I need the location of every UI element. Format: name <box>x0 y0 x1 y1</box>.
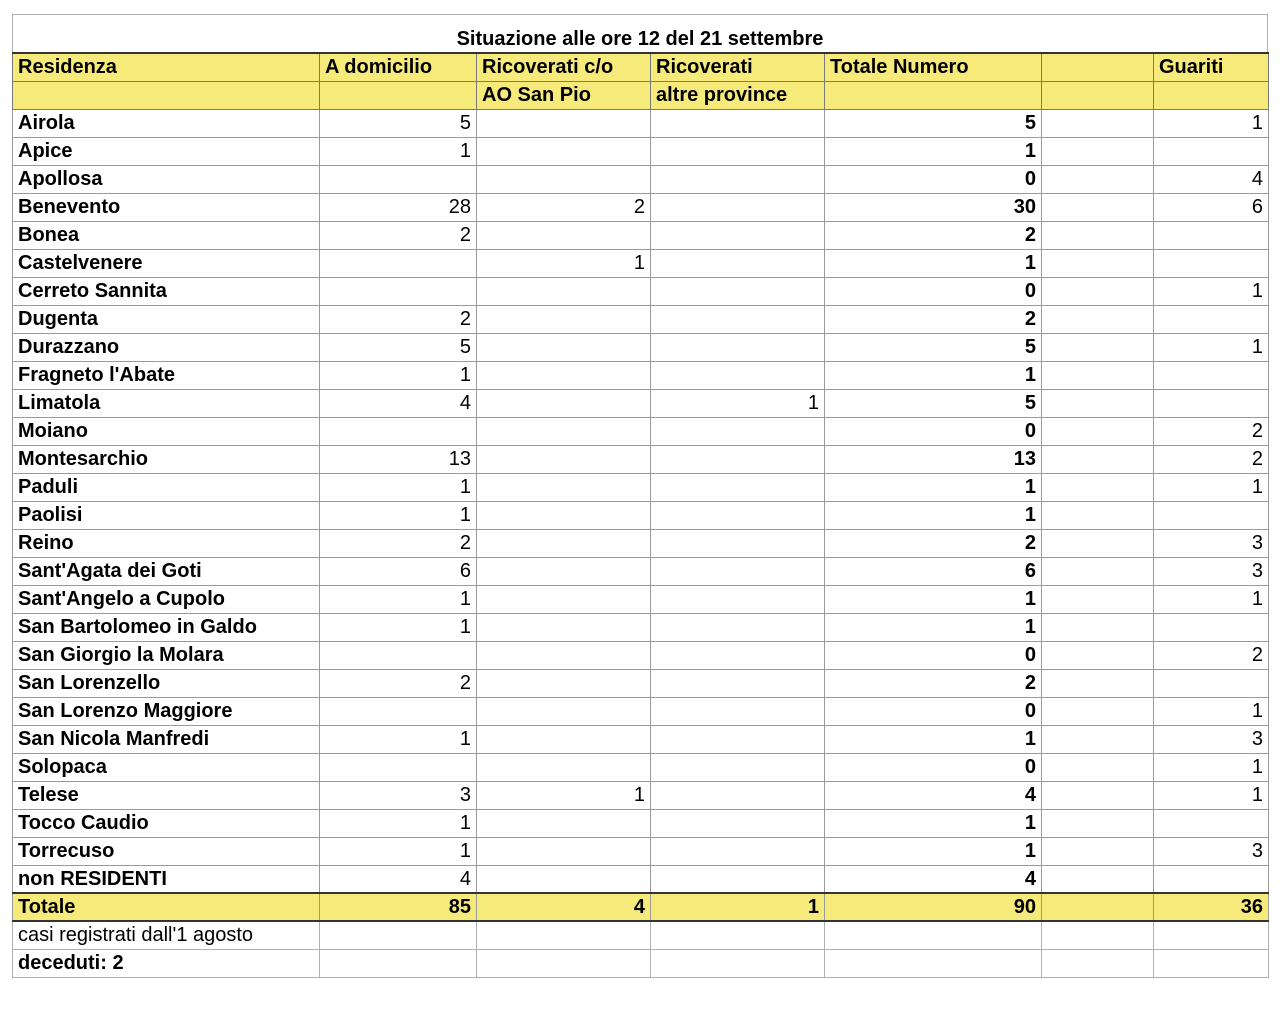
table-row <box>13 109 1269 137</box>
cell-ao[interactable]: 1 <box>477 249 651 277</box>
cell-ao[interactable]: 4 <box>477 893 651 921</box>
table-row <box>13 809 1269 837</box>
header-ricoverati-altre[interactable]: Ricoverati <box>651 53 825 81</box>
table-row <box>13 277 1269 305</box>
cell-guariti[interactable]: 3 <box>1154 557 1269 585</box>
cell-ao[interactable] <box>477 333 651 361</box>
cell-empty[interactable] <box>651 921 825 949</box>
cell-altre[interactable] <box>651 697 825 725</box>
cell-ao[interactable] <box>477 641 651 669</box>
header-empty[interactable] <box>1042 53 1154 81</box>
table-row <box>13 473 1269 501</box>
cell-ao[interactable]: 1 <box>477 781 651 809</box>
cell-altre[interactable] <box>651 249 825 277</box>
cell-domicilio[interactable] <box>320 249 477 277</box>
cell-empty[interactable] <box>1042 361 1154 389</box>
cell-altre[interactable] <box>651 753 825 781</box>
cell-guariti[interactable]: 1 <box>1154 781 1269 809</box>
cell-totale[interactable]: 90 <box>825 893 1042 921</box>
cell-empty[interactable] <box>1042 865 1154 893</box>
cell-guariti[interactable] <box>1154 221 1269 249</box>
cell-empty[interactable] <box>1154 921 1269 949</box>
table-row <box>13 725 1269 753</box>
table-row <box>13 249 1269 277</box>
cases-table <box>12 52 1269 978</box>
cell-altre[interactable] <box>651 585 825 613</box>
cell-empty[interactable] <box>1042 417 1154 445</box>
cell-altre[interactable] <box>651 193 825 221</box>
cell-residenza[interactable]: Sant'Agata dei Goti <box>13 557 320 585</box>
header-row-1 <box>13 53 1269 81</box>
total-row <box>13 893 1269 921</box>
cell-guariti[interactable]: 3 <box>1154 837 1269 865</box>
header-ricoverati-ao[interactable]: Ricoverati c/o <box>477 53 651 81</box>
cell-residenza[interactable]: Dugenta <box>13 305 320 333</box>
cell-guariti[interactable]: 1 <box>1154 753 1269 781</box>
cell-domicilio[interactable]: 2 <box>320 305 477 333</box>
cell-residenza[interactable]: Sant'Angelo a Cupolo <box>13 585 320 613</box>
cell-empty[interactable] <box>825 921 1042 949</box>
cell-domicilio[interactable]: 1 <box>320 361 477 389</box>
cell-residenza[interactable]: Apice <box>13 137 320 165</box>
cell-ao[interactable] <box>477 585 651 613</box>
cell-empty[interactable] <box>1042 557 1154 585</box>
cell-empty[interactable] <box>1042 305 1154 333</box>
cell-domicilio[interactable]: 4 <box>320 865 477 893</box>
cell-altre[interactable] <box>651 725 825 753</box>
cell-altre[interactable] <box>651 417 825 445</box>
footer-deceduti[interactable]: deceduti: 2 <box>13 949 320 977</box>
cell-guariti[interactable] <box>1154 361 1269 389</box>
table-row <box>13 445 1269 473</box>
cell-altre[interactable]: 1 <box>651 389 825 417</box>
cell-totale[interactable]: 0 <box>825 277 1042 305</box>
cell-empty[interactable] <box>1042 333 1154 361</box>
cell-totale[interactable]: 5 <box>825 333 1042 361</box>
cell-altre[interactable] <box>651 809 825 837</box>
cell-guariti[interactable] <box>1154 669 1269 697</box>
cell-totale[interactable]: 1 <box>825 837 1042 865</box>
cell-empty[interactable] <box>1042 585 1154 613</box>
table-row <box>13 417 1269 445</box>
cell-ao[interactable] <box>477 529 651 557</box>
cell-totale[interactable]: 2 <box>825 669 1042 697</box>
cell-empty[interactable] <box>1042 473 1154 501</box>
cell-empty[interactable] <box>1042 221 1154 249</box>
cell-totale[interactable]: 1 <box>825 249 1042 277</box>
cell-domicilio[interactable] <box>320 641 477 669</box>
cell-totale[interactable]: 0 <box>825 753 1042 781</box>
cell-altre[interactable] <box>651 137 825 165</box>
cell-totale[interactable]: 1 <box>825 137 1042 165</box>
cell-residenza[interactable]: Paduli <box>13 473 320 501</box>
cell-ao[interactable]: 2 <box>477 193 651 221</box>
cell-domicilio[interactable]: 1 <box>320 501 477 529</box>
cell-ao[interactable] <box>477 501 651 529</box>
table-row <box>13 585 1269 613</box>
table-row <box>13 865 1269 893</box>
cell-guariti[interactable]: 1 <box>1154 277 1269 305</box>
cell-empty[interactable] <box>1042 613 1154 641</box>
cell-totale[interactable]: 0 <box>825 697 1042 725</box>
cell-residenza[interactable]: Moiano <box>13 417 320 445</box>
cell-altre[interactable] <box>651 641 825 669</box>
cell-totale[interactable]: 1 <box>825 809 1042 837</box>
cell-altre[interactable] <box>651 781 825 809</box>
cell-domicilio[interactable]: 1 <box>320 585 477 613</box>
cell-empty[interactable] <box>1042 193 1154 221</box>
cell-guariti[interactable] <box>1154 137 1269 165</box>
cell-residenza[interactable]: non RESIDENTI <box>13 865 320 893</box>
cell-domicilio[interactable]: 4 <box>320 389 477 417</box>
cell-guariti[interactable]: 2 <box>1154 445 1269 473</box>
cell-altre[interactable] <box>651 613 825 641</box>
cell-residenza[interactable]: San Nicola Manfredi <box>13 725 320 753</box>
cell-empty[interactable] <box>1042 277 1154 305</box>
cell-totale[interactable]: 30 <box>825 193 1042 221</box>
cell-altre[interactable] <box>651 221 825 249</box>
cell-guariti[interactable] <box>1154 809 1269 837</box>
cell-empty[interactable] <box>1042 697 1154 725</box>
sheet-title: Situazione alle ore 12 del 21 settembre <box>12 14 1268 52</box>
table-row <box>13 389 1269 417</box>
cell-altre[interactable] <box>651 333 825 361</box>
cell-domicilio[interactable]: 13 <box>320 445 477 473</box>
cell-guariti[interactable] <box>1154 613 1269 641</box>
cell-domicilio[interactable]: 2 <box>320 669 477 697</box>
cell-domicilio[interactable]: 28 <box>320 193 477 221</box>
cell-guariti[interactable]: 6 <box>1154 193 1269 221</box>
cell-domicilio[interactable]: 1 <box>320 725 477 753</box>
cell-altre[interactable] <box>651 557 825 585</box>
cell-residenza[interactable]: Solopaca <box>13 753 320 781</box>
cell-ao[interactable] <box>477 697 651 725</box>
cell-ao[interactable] <box>477 389 651 417</box>
header2-totale[interactable] <box>825 81 1042 109</box>
cell-residenza[interactable]: Apollosa <box>13 165 320 193</box>
cell-totale[interactable]: 1 <box>825 361 1042 389</box>
footer-row-deceduti <box>13 949 1269 977</box>
header2-guariti[interactable] <box>1154 81 1269 109</box>
cell-residenza[interactable]: Bonea <box>13 221 320 249</box>
cell-empty[interactable] <box>1042 529 1154 557</box>
header2-empty[interactable] <box>1042 81 1154 109</box>
cell-empty[interactable] <box>1042 389 1154 417</box>
cell-domicilio[interactable] <box>320 697 477 725</box>
cell-empty[interactable] <box>825 949 1042 977</box>
cell-totale[interactable]: 1 <box>825 725 1042 753</box>
cell-ao[interactable] <box>477 725 651 753</box>
header2-a-domicilio[interactable] <box>320 81 477 109</box>
cell-totale[interactable]: 0 <box>825 641 1042 669</box>
cell-guariti[interactable]: 1 <box>1154 585 1269 613</box>
header2-residenza[interactable] <box>13 81 320 109</box>
cell-ao[interactable] <box>477 753 651 781</box>
cell-altre[interactable] <box>651 473 825 501</box>
table-row <box>13 669 1269 697</box>
cell-guariti[interactable]: 1 <box>1154 473 1269 501</box>
cell-domicilio[interactable]: 1 <box>320 137 477 165</box>
cell-domicilio[interactable] <box>320 277 477 305</box>
table-row <box>13 221 1269 249</box>
footer-row-note <box>13 921 1269 949</box>
cell-residenza[interactable]: San Bartolomeo in Galdo <box>13 613 320 641</box>
cell-residenza[interactable]: Limatola <box>13 389 320 417</box>
table-row <box>13 613 1269 641</box>
cell-ao[interactable] <box>477 473 651 501</box>
cell-domicilio[interactable]: 6 <box>320 557 477 585</box>
cell-residenza[interactable]: Paolisi <box>13 501 320 529</box>
cell-residenza[interactable]: Cerreto Sannita <box>13 277 320 305</box>
cell-altre[interactable] <box>651 305 825 333</box>
cell-empty[interactable] <box>1042 669 1154 697</box>
cell-totale[interactable]: 5 <box>825 389 1042 417</box>
cell-totale[interactable]: 1 <box>825 501 1042 529</box>
cell-residenza[interactable]: San Giorgio la Molara <box>13 641 320 669</box>
cell-domicilio[interactable]: 1 <box>320 837 477 865</box>
table-row <box>13 557 1269 585</box>
cell-altre[interactable] <box>651 501 825 529</box>
cell-ao[interactable] <box>477 557 651 585</box>
table-row <box>13 193 1269 221</box>
cell-guariti[interactable] <box>1154 249 1269 277</box>
cell-residenza[interactable]: Fragneto l'Abate <box>13 361 320 389</box>
cell-guariti[interactable] <box>1154 305 1269 333</box>
table-row <box>13 837 1269 865</box>
header-guariti[interactable]: Guariti <box>1154 53 1269 81</box>
cell-altre[interactable] <box>651 865 825 893</box>
cell-altre[interactable] <box>651 669 825 697</box>
cell-altre[interactable] <box>651 837 825 865</box>
cell-totale[interactable]: 1 <box>825 473 1042 501</box>
cell-guariti[interactable]: 2 <box>1154 641 1269 669</box>
header-totale-numero[interactable]: Totale Numero <box>825 53 1042 81</box>
cell-residenza[interactable]: Reino <box>13 529 320 557</box>
cell-totale[interactable]: 6 <box>825 557 1042 585</box>
cell-totale[interactable]: 2 <box>825 221 1042 249</box>
header2-ao-san-pio[interactable]: AO San Pio <box>477 81 651 109</box>
table-row <box>13 165 1269 193</box>
cell-empty[interactable] <box>1042 893 1154 921</box>
cell-domicilio[interactable] <box>320 417 477 445</box>
cell-ao[interactable] <box>477 165 651 193</box>
cell-residenza[interactable]: Telese <box>13 781 320 809</box>
cell-totale[interactable]: 1 <box>825 585 1042 613</box>
cell-domicilio[interactable]: 1 <box>320 809 477 837</box>
table-row <box>13 305 1269 333</box>
cell-residenza[interactable]: Torrecuso <box>13 837 320 865</box>
cell-empty[interactable] <box>1042 165 1154 193</box>
cell-ao[interactable] <box>477 865 651 893</box>
cell-empty[interactable] <box>320 921 477 949</box>
cell-guariti[interactable]: 3 <box>1154 529 1269 557</box>
cell-totale[interactable]: 0 <box>825 165 1042 193</box>
cell-guariti[interactable]: 1 <box>1154 333 1269 361</box>
cell-residenza[interactable]: Airola <box>13 109 320 137</box>
cell-empty[interactable] <box>1154 949 1269 977</box>
cell-empty[interactable] <box>1042 753 1154 781</box>
cell-guariti[interactable]: 4 <box>1154 165 1269 193</box>
header-residenza[interactable]: Residenza <box>13 53 320 81</box>
spreadsheet <box>12 14 1268 978</box>
cell-domicilio[interactable]: 5 <box>320 333 477 361</box>
cell-ao[interactable] <box>477 109 651 137</box>
cell-empty[interactable] <box>1042 501 1154 529</box>
cell-altre[interactable]: 1 <box>651 893 825 921</box>
cell-empty[interactable] <box>1042 809 1154 837</box>
cell-domicilio[interactable]: 5 <box>320 109 477 137</box>
table-row <box>13 781 1269 809</box>
cell-totale[interactable]: 2 <box>825 529 1042 557</box>
cell-domicilio[interactable] <box>320 165 477 193</box>
cell-residenza[interactable]: Benevento <box>13 193 320 221</box>
cell-empty[interactable] <box>1042 921 1154 949</box>
header2-altre-province[interactable]: altre province <box>651 81 825 109</box>
cell-empty[interactable] <box>1042 949 1154 977</box>
cell-ao[interactable] <box>477 809 651 837</box>
cell-residenza[interactable]: Montesarchio <box>13 445 320 473</box>
cell-totale[interactable]: 4 <box>825 865 1042 893</box>
cell-totale[interactable]: 0 <box>825 417 1042 445</box>
cell-empty[interactable] <box>477 949 651 977</box>
cell-ao[interactable] <box>477 669 651 697</box>
cell-empty[interactable] <box>1042 445 1154 473</box>
cell-residenza[interactable]: Tocco Caudio <box>13 809 320 837</box>
cell-empty[interactable] <box>1042 137 1154 165</box>
cell-domicilio[interactable]: 2 <box>320 529 477 557</box>
table-row <box>13 361 1269 389</box>
cell-altre[interactable] <box>651 529 825 557</box>
cell-totale[interactable]: 1 <box>825 613 1042 641</box>
cell-residenza[interactable]: Durazzano <box>13 333 320 361</box>
cell-ao[interactable] <box>477 277 651 305</box>
cell-guariti[interactable] <box>1154 389 1269 417</box>
table-row <box>13 137 1269 165</box>
cell-altre[interactable] <box>651 361 825 389</box>
cell-guariti[interactable]: 1 <box>1154 697 1269 725</box>
cell-domicilio[interactable]: 85 <box>320 893 477 921</box>
cell-totale[interactable]: 13 <box>825 445 1042 473</box>
cell-altre[interactable] <box>651 165 825 193</box>
cell-guariti[interactable] <box>1154 865 1269 893</box>
cell-totale[interactable]: 2 <box>825 305 1042 333</box>
cell-empty[interactable] <box>1042 837 1154 865</box>
table-row <box>13 333 1269 361</box>
cell-domicilio[interactable]: 1 <box>320 613 477 641</box>
cell-altre[interactable] <box>651 445 825 473</box>
cell-totale[interactable]: 4 <box>825 781 1042 809</box>
table-row <box>13 697 1269 725</box>
cell-guariti[interactable]: 3 <box>1154 725 1269 753</box>
footer-note[interactable]: casi registrati dall'1 agosto <box>13 921 320 949</box>
cell-guariti[interactable]: 36 <box>1154 893 1269 921</box>
cell-ao[interactable] <box>477 361 651 389</box>
header-a-domicilio[interactable]: A domicilio <box>320 53 477 81</box>
table-row <box>13 641 1269 669</box>
cell-empty[interactable] <box>1042 725 1154 753</box>
table-row <box>13 753 1269 781</box>
cell-empty[interactable] <box>1042 249 1154 277</box>
cell-empty[interactable] <box>1042 641 1154 669</box>
cell-empty[interactable] <box>651 949 825 977</box>
cell-residenza[interactable]: San Lorenzo Maggiore <box>13 697 320 725</box>
cell-empty[interactable] <box>477 921 651 949</box>
cell-guariti[interactable]: 1 <box>1154 109 1269 137</box>
cell-ao[interactable] <box>477 613 651 641</box>
cell-ao[interactable] <box>477 837 651 865</box>
cell-altre[interactable] <box>651 277 825 305</box>
cell-residenza[interactable]: San Lorenzello <box>13 669 320 697</box>
cell-guariti[interactable]: 2 <box>1154 417 1269 445</box>
cell-domicilio[interactable]: 1 <box>320 473 477 501</box>
cell-ao[interactable] <box>477 221 651 249</box>
cell-ao[interactable] <box>477 137 651 165</box>
cell-domicilio[interactable]: 3 <box>320 781 477 809</box>
cell-domicilio[interactable]: 2 <box>320 221 477 249</box>
cell-totale[interactable]: 5 <box>825 109 1042 137</box>
header-row-2 <box>13 81 1269 109</box>
cell-residenza[interactable]: Castelvenere <box>13 249 320 277</box>
cell-domicilio[interactable] <box>320 753 477 781</box>
cell-altre[interactable] <box>651 109 825 137</box>
cell-empty[interactable] <box>1042 781 1154 809</box>
cell-ao[interactable] <box>477 417 651 445</box>
cell-ao[interactable] <box>477 305 651 333</box>
cell-residenza[interactable]: Totale <box>13 893 320 921</box>
cell-guariti[interactable] <box>1154 501 1269 529</box>
cell-empty[interactable] <box>320 949 477 977</box>
table-row <box>13 501 1269 529</box>
cell-ao[interactable] <box>477 445 651 473</box>
table-row <box>13 529 1269 557</box>
cell-empty[interactable] <box>1042 109 1154 137</box>
